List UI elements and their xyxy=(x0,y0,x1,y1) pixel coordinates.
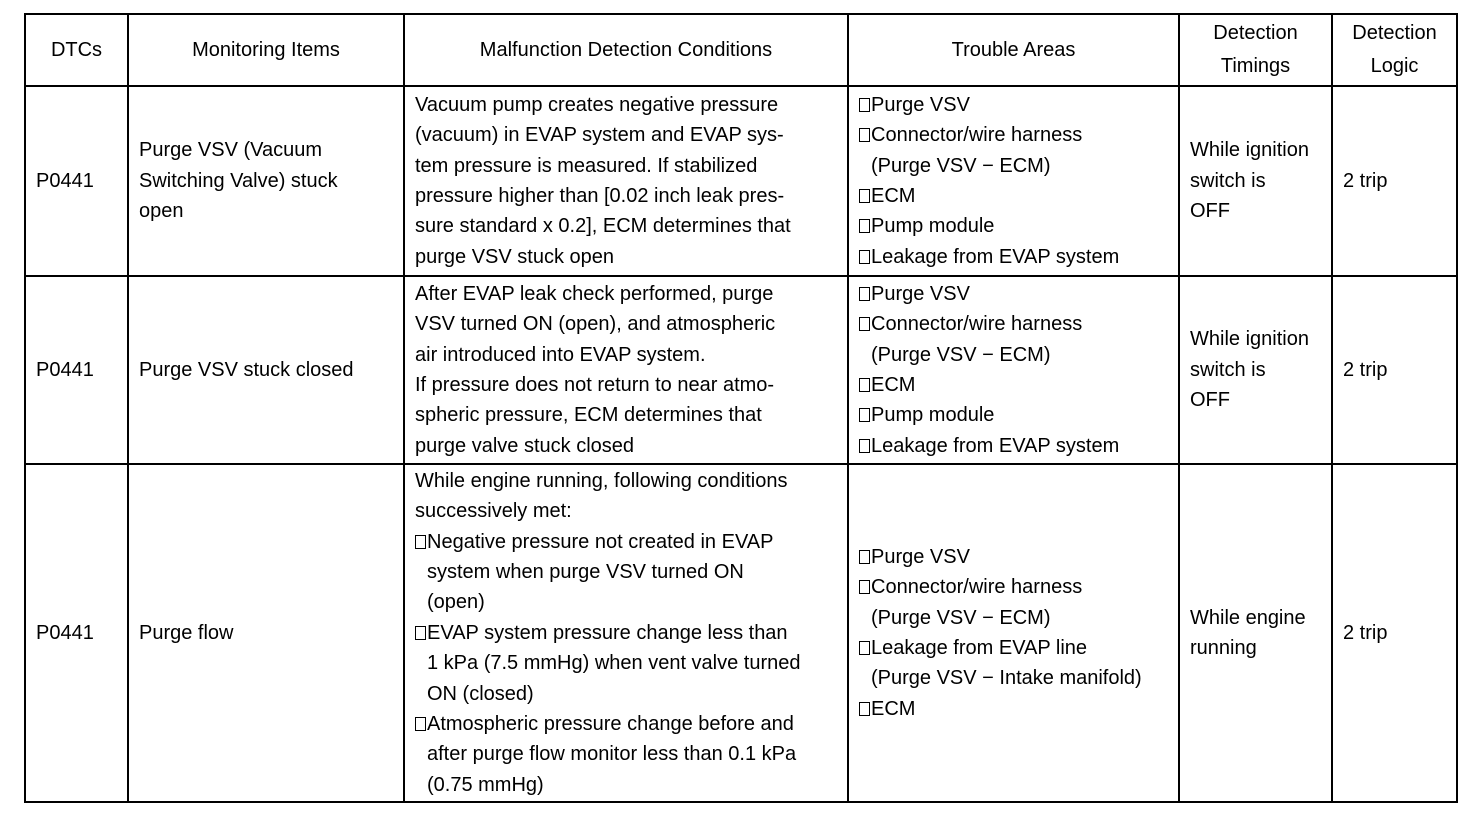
condition-text: Atmospheric pressure change before and xyxy=(427,713,794,736)
trouble-area-item xyxy=(859,572,1170,602)
checkbox-square-icon xyxy=(859,439,870,453)
condition-line: 1 kPa (7.5 mmHg) when vent valve turned xyxy=(427,652,801,675)
checkbox-square-icon xyxy=(859,128,870,142)
trouble-area-text: Leakage from EVAP system xyxy=(871,245,1120,268)
condition-line: air introduced into EVAP system. xyxy=(415,343,706,366)
trouble-area-item xyxy=(859,181,1170,211)
checkbox-square-icon xyxy=(415,717,426,731)
dtc-code-cell: P0441 xyxy=(25,464,128,802)
trouble-area-text: Leakage from EVAP system xyxy=(871,434,1120,457)
condition-line: system when purge VSV turned ON xyxy=(427,560,744,583)
conditions-cell xyxy=(404,464,848,802)
monitoring-line: open xyxy=(139,200,184,223)
trouble-area-detail: (Purge VSV − ECM) xyxy=(871,343,1051,366)
checkbox-square-icon xyxy=(859,189,870,203)
condition-intro-line: successively met: xyxy=(415,500,572,523)
trouble-area-item xyxy=(859,279,1170,309)
header-logic-line-2: Logic xyxy=(1370,55,1419,77)
condition-text: Negative pressure not created in EVAP xyxy=(427,530,774,553)
detection-timing-cell xyxy=(1179,86,1332,276)
header-row xyxy=(25,14,1457,86)
condition-item xyxy=(415,527,839,557)
timing-line: While engine xyxy=(1190,606,1306,629)
trouble-area-detail: (Purge VSV − Intake manifold) xyxy=(871,667,1142,690)
detection-timing-cell xyxy=(1179,464,1332,802)
timing-line: switch is xyxy=(1190,358,1266,381)
trouble-area-text: Connector/wire harness xyxy=(871,124,1083,147)
header-timing-line-1: Detection xyxy=(1213,22,1298,44)
trouble-area-item xyxy=(859,309,1170,339)
conditions-cell xyxy=(404,276,848,464)
trouble-area-item xyxy=(859,542,1170,572)
trouble-area-text: Purge VSV xyxy=(871,282,970,305)
timing-line: While ignition xyxy=(1190,139,1309,162)
monitoring-line: Purge VSV (Vacuum xyxy=(139,139,323,162)
trouble-area-text: ECM xyxy=(871,697,916,720)
detection-logic-cell: 2 trip xyxy=(1332,86,1457,276)
checkbox-square-icon xyxy=(415,535,426,549)
trouble-area-item xyxy=(859,370,1170,400)
monitoring-item-cell xyxy=(128,86,404,276)
header-detection-timings xyxy=(1179,14,1332,86)
trouble-area-item xyxy=(859,400,1170,430)
table-row xyxy=(25,464,1457,802)
detection-timing-cell xyxy=(1179,276,1332,464)
timing-line: running xyxy=(1190,637,1257,659)
condition-line: If pressure does not return to near atmo- xyxy=(415,374,775,396)
condition-line: pressure higher than [0.02 inch leak pres- xyxy=(415,185,785,207)
checkbox-square-icon xyxy=(859,641,870,655)
header-timing-line-2: Timings xyxy=(1220,55,1291,77)
trouble-area-detail: (Purge VSV − ECM) xyxy=(871,606,1051,629)
trouble-areas-cell xyxy=(848,464,1179,802)
dtc-table xyxy=(24,13,1458,803)
trouble-area-item xyxy=(859,211,1170,241)
trouble-area-item xyxy=(859,633,1170,663)
condition-line: After EVAP leak check performed, purge xyxy=(415,282,774,305)
timing-line: OFF xyxy=(1190,389,1230,412)
condition-line: tem pressure is measured. If stabilized xyxy=(415,154,758,177)
trouble-area-text: Pump module xyxy=(871,215,995,238)
condition-line: (open) xyxy=(427,591,485,614)
checkbox-square-icon xyxy=(859,580,870,594)
condition-line: (vacuum) in EVAP system and EVAP sys- xyxy=(415,124,784,147)
trouble-area-item xyxy=(859,242,1170,272)
checkbox-square-icon xyxy=(415,626,426,640)
condition-line: Vacuum pump creates negative pressure xyxy=(415,93,779,116)
trouble-area-item xyxy=(859,90,1170,120)
trouble-areas-cell xyxy=(848,86,1179,276)
timing-line: switch is xyxy=(1190,169,1266,192)
dtc-code-cell: P0441 xyxy=(25,86,128,276)
condition-line: after purge flow monitor less than 0.1 kPa xyxy=(427,743,797,766)
checkbox-square-icon xyxy=(859,219,870,233)
checkbox-square-icon xyxy=(859,250,870,264)
header-trouble-areas: Trouble Areas xyxy=(848,14,1179,86)
condition-item xyxy=(415,618,839,648)
header-detection-logic xyxy=(1332,14,1457,86)
checkbox-square-icon xyxy=(859,378,870,392)
conditions-cell xyxy=(404,86,848,276)
trouble-area-text: Connector/wire harness xyxy=(871,576,1083,599)
condition-line: spheric pressure, ECM determines that xyxy=(415,404,762,427)
trouble-areas-cell xyxy=(848,276,1179,464)
monitoring-item-cell xyxy=(128,276,404,464)
timing-line: While ignition xyxy=(1190,328,1309,351)
trouble-area-text: ECM xyxy=(871,185,916,207)
trouble-area-text: ECM xyxy=(871,374,916,396)
timing-line: OFF xyxy=(1190,200,1230,223)
trouble-area-text: Leakage from EVAP line xyxy=(871,637,1088,659)
header-malfunction-conditions: Malfunction Detection Conditions xyxy=(404,14,848,86)
detection-logic-cell: 2 trip xyxy=(1332,464,1457,802)
header-logic-line-1: Detection xyxy=(1352,22,1437,44)
table-row xyxy=(25,86,1457,276)
monitoring-item-cell xyxy=(128,464,404,802)
checkbox-square-icon xyxy=(859,317,870,331)
trouble-area-text: Purge VSV xyxy=(871,93,970,116)
header-monitoring-items: Monitoring Items xyxy=(128,14,404,86)
trouble-area-item xyxy=(859,120,1170,150)
trouble-area-detail: (Purge VSV − ECM) xyxy=(871,154,1051,177)
monitoring-line: Switching Valve) stuck xyxy=(139,169,338,192)
trouble-area-text: Purge VSV xyxy=(871,545,970,568)
header-dtcs: DTCs xyxy=(25,14,128,86)
checkbox-square-icon xyxy=(859,408,870,422)
condition-line: VSV turned ON (open), and atmospheric xyxy=(415,313,776,336)
condition-line: purge valve stuck closed xyxy=(415,434,635,457)
trouble-area-item xyxy=(859,431,1170,461)
condition-line: (0.75 mmHg) xyxy=(427,773,544,796)
checkbox-square-icon xyxy=(859,287,870,301)
condition-intro-line: While engine running, following conditions xyxy=(415,469,788,492)
condition-item xyxy=(415,709,839,739)
checkbox-square-icon xyxy=(859,702,870,716)
dtc-code-cell: P0441 xyxy=(25,276,128,464)
table-row xyxy=(25,276,1457,464)
condition-line: purge VSV stuck open xyxy=(415,245,615,268)
checkbox-square-icon xyxy=(859,550,870,564)
condition-line: sure standard x 0.2], ECM determines that xyxy=(415,215,791,238)
trouble-area-text: Connector/wire harness xyxy=(871,313,1083,336)
detection-logic-cell: 2 trip xyxy=(1332,276,1457,464)
condition-line: ON (closed) xyxy=(427,682,534,705)
condition-text: EVAP system pressure change less than xyxy=(427,621,788,644)
trouble-area-item xyxy=(859,694,1170,724)
monitoring-line: Purge VSV stuck closed xyxy=(139,358,354,381)
monitoring-line: Purge flow xyxy=(139,621,234,644)
checkbox-square-icon xyxy=(859,98,870,112)
trouble-area-text: Pump module xyxy=(871,404,995,427)
